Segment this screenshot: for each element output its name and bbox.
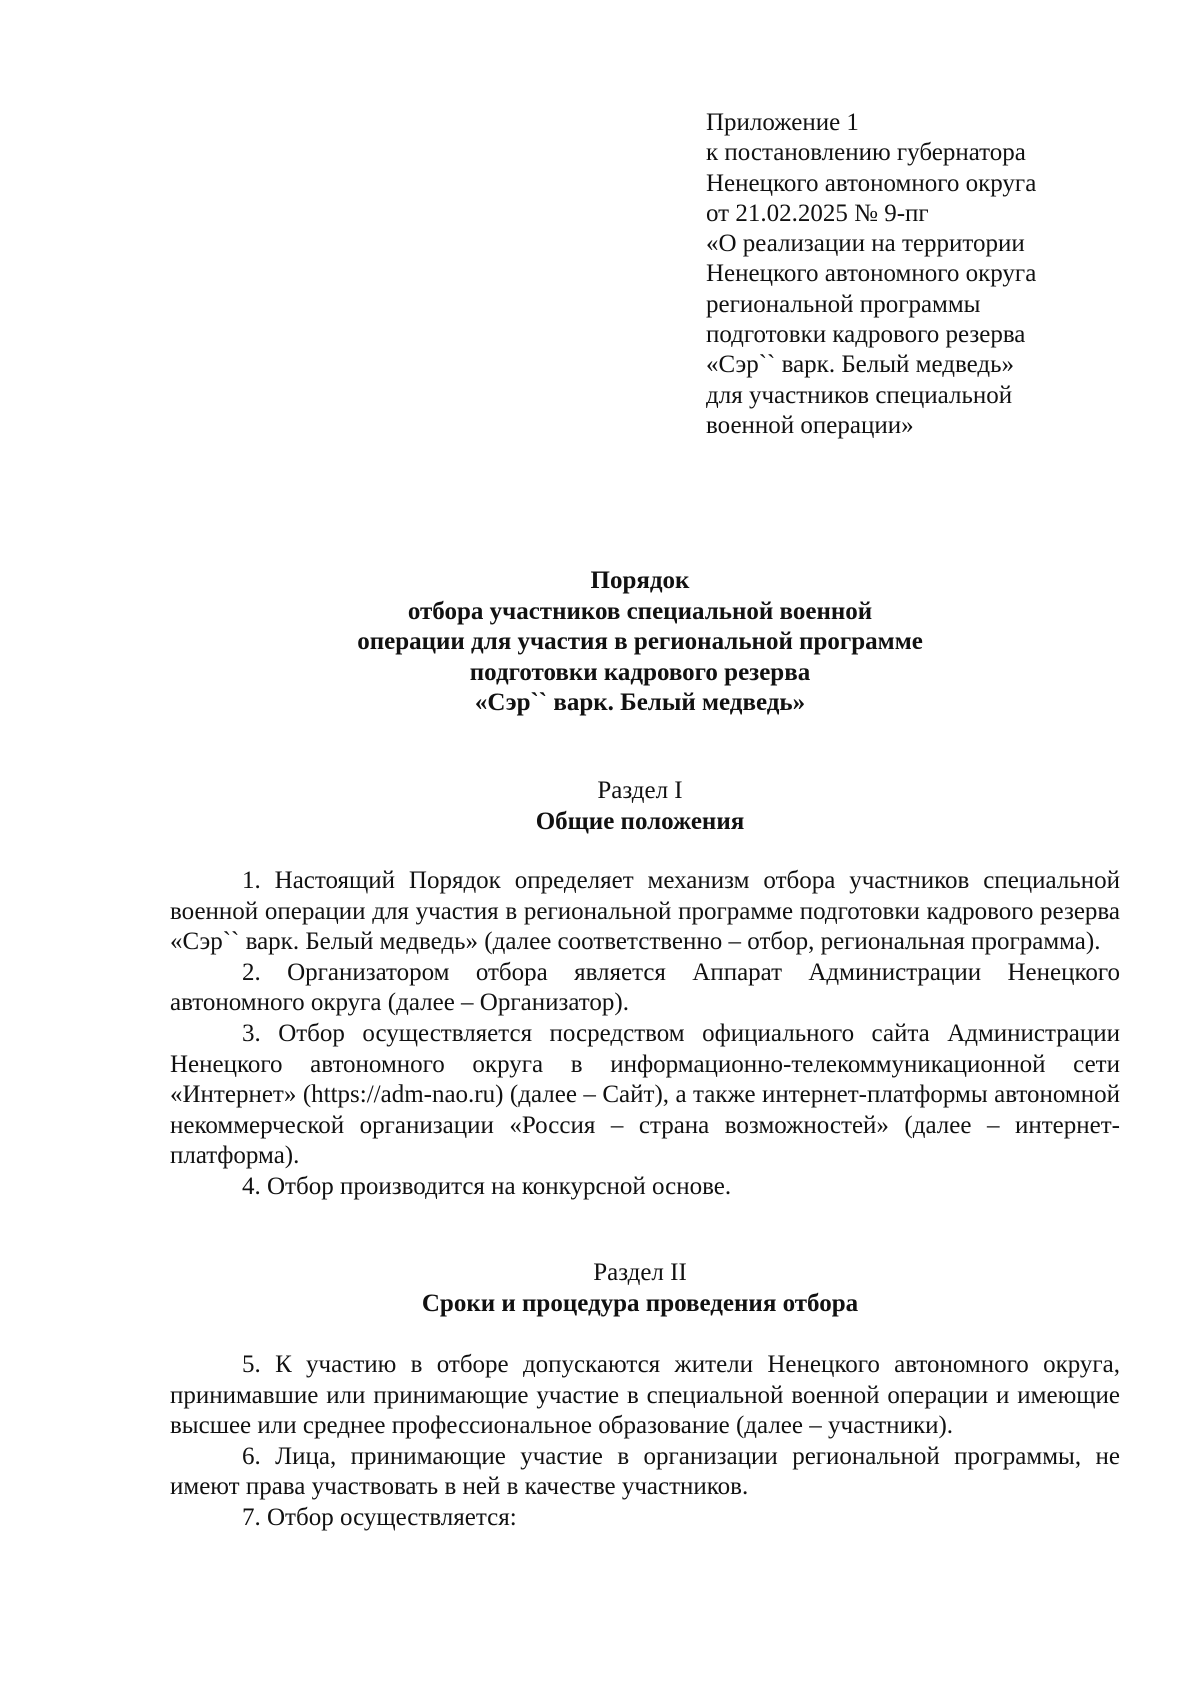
section-1-heading (160, 776, 1120, 837)
appendix-line: Ненецкого автономного округа (706, 169, 1037, 197)
title-line: «Сэр`` варк. Белый медведь» (474, 689, 806, 716)
title-line: отбора участников специальной военной (407, 597, 873, 625)
section-1-body (170, 866, 1120, 1203)
paragraph: 3. Отбор осуществляется посредством официального сайта Администрации Ненецкого автономного округа в информационно-телекоммуникационной сети «Интернет» (https://adm-nao.ru) (далее – Сайт), а также интернет-платформы автономной некоммерческой организации «Россия – страна возможностей» (далее – интернет-платформа). (170, 1019, 1120, 1170)
appendix-line: для участников специальной (706, 381, 1013, 409)
paragraph: 6. Лица, принимающие участие в организации региональной программы, не имеют права участвовать в ней в качестве участников. (170, 1442, 1120, 1501)
section-1-label: Раздел I (597, 777, 683, 804)
title-line: Порядок (590, 567, 690, 594)
appendix-line: «Сэр`` варк. Белый медведь» (706, 351, 1015, 379)
section-2-body (170, 1350, 1120, 1534)
appendix-line: подготовки кадрового резерва (706, 321, 1026, 349)
document-title (160, 566, 1120, 719)
paragraph: 5. К участию в отборе допускаются жители Ненецкого автономного округа, принимавшие или принимающие участие в специальной военной операции и имеющие высшее или среднее профессиональное образование (далее – участники). (170, 1351, 1120, 1440)
appendix-line: «О реализации на территории (706, 230, 1025, 258)
appendix-line: от 21.02.2025 № 9-пг (706, 199, 929, 227)
appendix-line: региональной программы (706, 290, 981, 318)
section-2-heading (160, 1258, 1120, 1319)
title-line: подготовки кадрового резерва (469, 658, 811, 686)
section-2-label: Раздел II (593, 1259, 687, 1286)
paragraph: 2. Организатором отбора является Аппарат Администрации Ненецкого автономного округа (далее – Организатор). (170, 958, 1120, 1017)
paragraph: 1. Настоящий Порядок определяет механизм отбора участников специальной военной операции для участия в региональной программе подготовки кадрового резерва «Сэр`` варк. Белый медведь» (далее соответственно – отбор, региональная программа). (170, 867, 1120, 956)
section-1-name: Общие положения (535, 807, 745, 835)
paragraph: 4. Отбор производится на конкурсной основе. (242, 1172, 732, 1200)
appendix-block (706, 108, 1146, 441)
appendix-line: к постановлению губернатора (706, 139, 1026, 167)
paragraph: 7. Отбор осуществляется: (242, 1503, 517, 1531)
appendix-line: Приложение 1 (706, 109, 859, 136)
title-line: операции для участия в региональной программе (357, 628, 923, 655)
appendix-line: военной операции» (706, 411, 914, 439)
appendix-line: Ненецкого автономного округа (706, 260, 1037, 288)
section-2-name: Сроки и процедура проведения отбора (421, 1289, 859, 1317)
